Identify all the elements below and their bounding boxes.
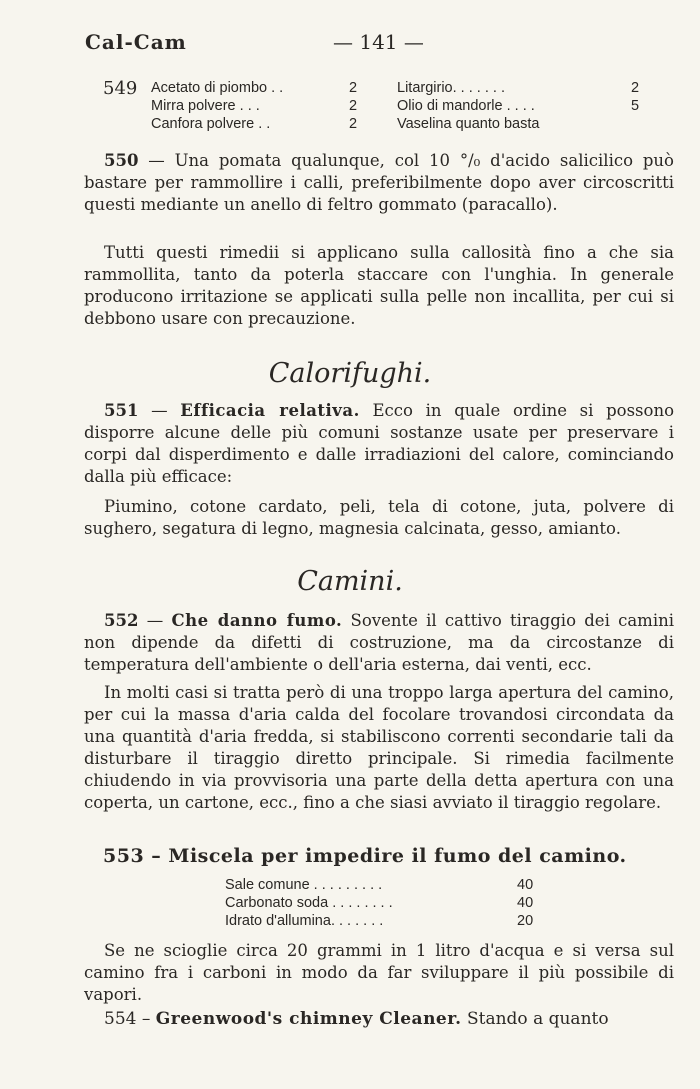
page-number: — 141 — xyxy=(333,30,424,54)
recipe-row xyxy=(225,912,545,930)
entry-number: 553 xyxy=(103,845,145,867)
ingredient-qty: 2 xyxy=(631,80,640,96)
entry-title: Efficacia relativa. xyxy=(180,401,360,420)
ingredient-qty: 40 xyxy=(517,895,534,911)
entry-title: Miscela per impedire il fumo del camino. xyxy=(168,845,627,867)
entry-dash: – xyxy=(144,845,169,867)
entry-title: Che danno fumo. xyxy=(171,611,343,630)
entry-number: 550 xyxy=(104,151,139,170)
paragraph-text: — Una pomata qualunque, col 10 °/₀ d'acido salicilico può bastare per rammollire i calli, preferibilmente dopo aver circoscritti questi mediante un anello di feltro gommato (paracallo). xyxy=(84,151,674,214)
ingredient-name: Vaselina quanto basta xyxy=(397,116,540,132)
paragraph-554 xyxy=(84,1008,674,1030)
entry-dash: — xyxy=(138,401,181,420)
entry-heading-553 xyxy=(103,844,673,868)
entry-title: Greenwood's chimney Cleaner. xyxy=(155,1009,462,1029)
ingredient-name: Olio di mandorle . . . . xyxy=(397,98,535,114)
ingredient-name: Sale comune . . . . . . . . . xyxy=(225,877,383,893)
paragraph-551 xyxy=(84,400,674,488)
ingredient-qty: 40 xyxy=(517,877,534,893)
recipe-553 xyxy=(225,876,545,930)
paragraph-550-continued: Tutti questi rimedii si applicano sulla callosità fino a che sia rammollita, tanto da poterla staccare con l'unghia. In generale producono irritazione se applicati sulla pelle non incallita, per cui si debbono usare con precauzione. xyxy=(84,243,674,328)
ingredient-name: Carbonato soda . . . . . . . . xyxy=(225,895,393,911)
ingredient-qty: 5 xyxy=(631,98,640,114)
paragraph-text: Ecco in quale ordine si possono disporre alcune delle più comuni sostanze usate per preservare i corpi dal disperdimento e dalle irradiazioni del calore, cominciando dalla più efficace: xyxy=(84,401,675,486)
recipe-row xyxy=(225,894,545,912)
paragraph-text: Sovente il cattivo tiraggio dei camini non dipende da difetti di costruzione, ma da circostanze di temperatura dell'ambiente o dell'aria esterna, dai venti, ecc. xyxy=(84,611,674,674)
paragraph-552 xyxy=(84,610,674,676)
ingredient-name: Idrato d'allumina. . . . . . . xyxy=(225,913,384,929)
paragraph-551-continued: Piumino, cotone cardato, peli, tela di cotone, juta, polvere di sughero, segatura di legno, magnesia calcinata, gesso, amianto. xyxy=(84,497,674,538)
entry-dash: — xyxy=(138,611,172,630)
entry-number: 549 xyxy=(103,78,138,99)
ingredient-qty: 2 xyxy=(349,98,358,114)
ingredient-qty: 2 xyxy=(349,80,358,96)
section-heading-calorifughi: Calorifughi. xyxy=(268,358,432,389)
entry-number: 552 xyxy=(104,611,139,630)
recipe-row xyxy=(225,876,545,894)
page-header xyxy=(85,30,672,60)
recipe-row xyxy=(151,80,641,97)
ingredient-name: Canfora polvere . . xyxy=(151,116,271,132)
entry-number: 554 xyxy=(104,1009,137,1029)
ingredient-name: Mirra polvere . . . xyxy=(151,98,260,114)
recipe-row xyxy=(151,116,641,133)
ingredient-qty: 20 xyxy=(517,913,534,929)
ingredient-name: Litargirio. . . . . . . xyxy=(397,80,505,96)
recipe-row xyxy=(151,98,641,115)
section-heading-camini: Camini. xyxy=(297,566,403,597)
paragraph-552-continued: In molti casi si tratta però di una troppo larga apertura del camino, per cui la massa d'aria calda del focolare trovandosi circondata da una quantità d'aria fredda, si stabiliscono correnti secondarie tali da disturbare il tiraggio diretto principale. Si rimedia facilmente chiudendo in via provvisoria una parte della detta apertura con una coperta, un cartone, ecc., fino a che siasi avviato il tiraggio regolare. xyxy=(84,683,674,812)
ingredient-name: Acetato di piombo . . xyxy=(151,80,284,96)
paragraph-553: Se ne scioglie circa 20 grammi in 1 litro d'acqua e si versa sul camino fra i carboni in modo da far sviluppare il più possibile di vapori. xyxy=(84,941,674,1004)
ingredient-qty: 2 xyxy=(349,116,358,132)
entry-dash: – xyxy=(136,1009,156,1029)
running-head: Cal-Cam xyxy=(85,30,187,54)
entry-number: 551 xyxy=(104,401,139,420)
paragraph-550 xyxy=(84,150,674,216)
paragraph-text: Stando a quanto xyxy=(461,1009,609,1029)
